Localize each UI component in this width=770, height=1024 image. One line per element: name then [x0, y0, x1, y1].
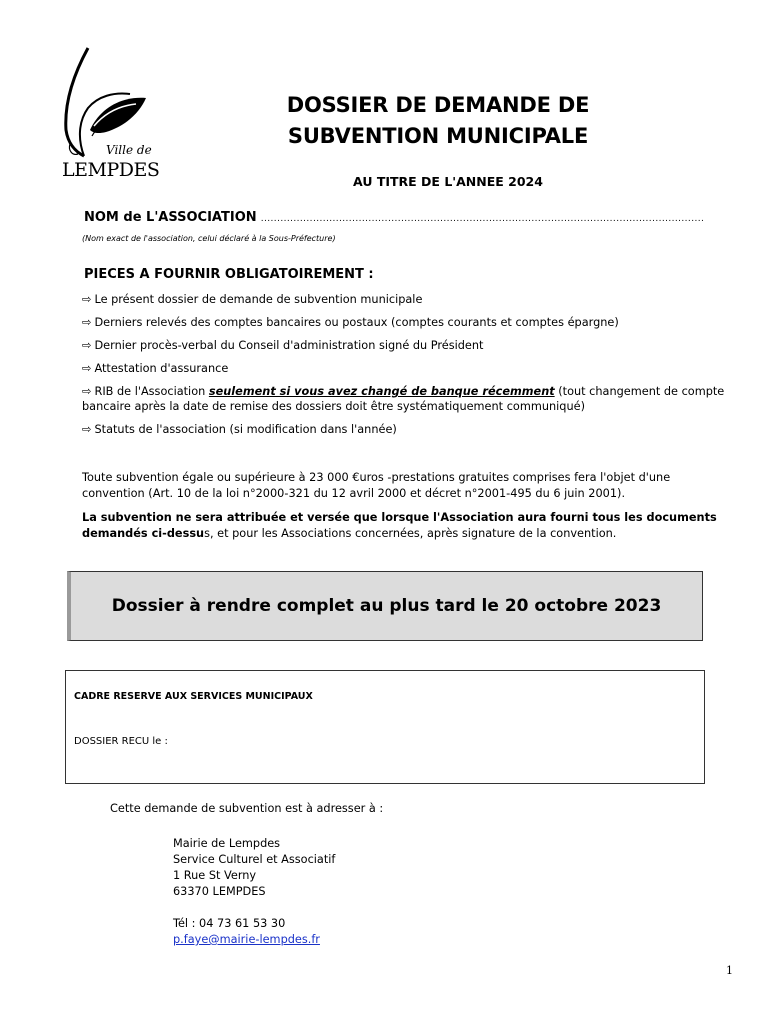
piece-text: Attestation d'assurance — [94, 362, 229, 375]
association-dots: ........................................................................................................................................ — [260, 214, 705, 224]
arrow-right-icon: ⇨ — [82, 293, 92, 306]
pieces-list — [82, 292, 732, 445]
address-spacer — [173, 900, 335, 916]
attribution-paragraph — [82, 510, 732, 541]
arrow-right-icon: ⇨ — [82, 385, 92, 398]
rib-emphasis: seulement si vous avez changé de banque récemment — [208, 385, 555, 398]
arrow-right-icon: ⇨ — [82, 339, 92, 352]
rib-suffix: (tout changement de compte bancaire après la date de remise des dossiers doit être systématiquement communiqué) — [82, 385, 725, 413]
logo-line2: LEMPDES — [62, 159, 160, 180]
rib-prefix: RIB de l'Association — [94, 385, 209, 398]
dossier-recu-field[interactable]: DOSSIER RECU le : — [74, 736, 168, 747]
list-item — [82, 361, 732, 376]
association-note: (Nom exact de l'association, celui déclaré à la Sous-Préfecture) — [82, 234, 336, 243]
document-subtitle: AU TITRE DE L'ANNEE 2024 — [353, 174, 543, 189]
list-item-rib — [82, 384, 732, 414]
deadline-text: Dossier à rendre complet au plus tard le 20 octobre 2023 — [111, 596, 662, 616]
address-line: 1 Rue St Verny — [173, 869, 257, 882]
address-line: Service Culturel et Associatif — [173, 853, 336, 866]
association-label: NOM de L'ASSOCIATION — [84, 210, 257, 225]
address-block — [173, 836, 335, 948]
piece-text: Statuts de l'association (si modification dans l'année) — [94, 423, 397, 436]
association-name-field[interactable] — [84, 210, 724, 225]
address-intro: Cette demande de subvention est à adresser à : — [110, 802, 384, 815]
list-item — [82, 315, 732, 330]
title-line1: DOSSIER DE DEMANDE DE — [286, 93, 590, 117]
phone-number: Tél : 04 73 61 53 30 — [173, 917, 286, 930]
list-item — [82, 422, 732, 437]
ville-de-lempdes-logo — [48, 40, 160, 180]
attribution-bold: La subvention ne sera attribuée et versée que lorsque l'Association aura fourni tous les documents demandés ci-dessu — [82, 511, 717, 540]
list-item — [82, 338, 732, 353]
piece-text: Le présent dossier de demande de subvention municipale — [94, 293, 423, 306]
logo-line1: Ville de — [106, 143, 152, 157]
address-line: Mairie de Lempdes — [173, 837, 281, 850]
cadre-reserve-box — [65, 670, 705, 784]
piece-text: Dernier procès-verbal du Conseil d'administration signé du Président — [94, 339, 484, 352]
page-number: 1 — [726, 964, 733, 977]
deadline-box — [67, 571, 703, 641]
document-title — [228, 90, 648, 152]
address-line: 63370 LEMPDES — [173, 885, 266, 898]
logo-graphic — [48, 40, 160, 180]
title-line2: SUBVENTION MUNICIPALE — [287, 124, 589, 148]
cadre-title: CADRE RESERVE AUX SERVICES MUNICIPAUX — [74, 691, 313, 702]
arrow-right-icon: ⇨ — [82, 362, 92, 375]
list-item — [82, 292, 732, 307]
piece-text: Derniers relevés des comptes bancaires ou postaux (comptes courants et comptes épargne) — [94, 316, 619, 329]
pieces-title: PIECES A FOURNIR OBLIGATOIREMENT : — [84, 267, 374, 282]
convention-paragraph: Toute subvention égale ou supérieure à 23 000 €uros -prestations gratuites comprises fera l'objet d'une convention (Art. 10 de la loi n°2000-321 du 12 avril 2000 et décret n°2001-495 du 6 juin 2001). — [82, 471, 671, 500]
attribution-rest: s, et pour les Associations concernées, après signature de la convention. — [204, 526, 617, 540]
arrow-right-icon: ⇨ — [82, 316, 92, 329]
email-link[interactable]: p.faye@mairie-lempdes.fr — [173, 933, 320, 946]
arrow-right-icon: ⇨ — [82, 423, 92, 436]
